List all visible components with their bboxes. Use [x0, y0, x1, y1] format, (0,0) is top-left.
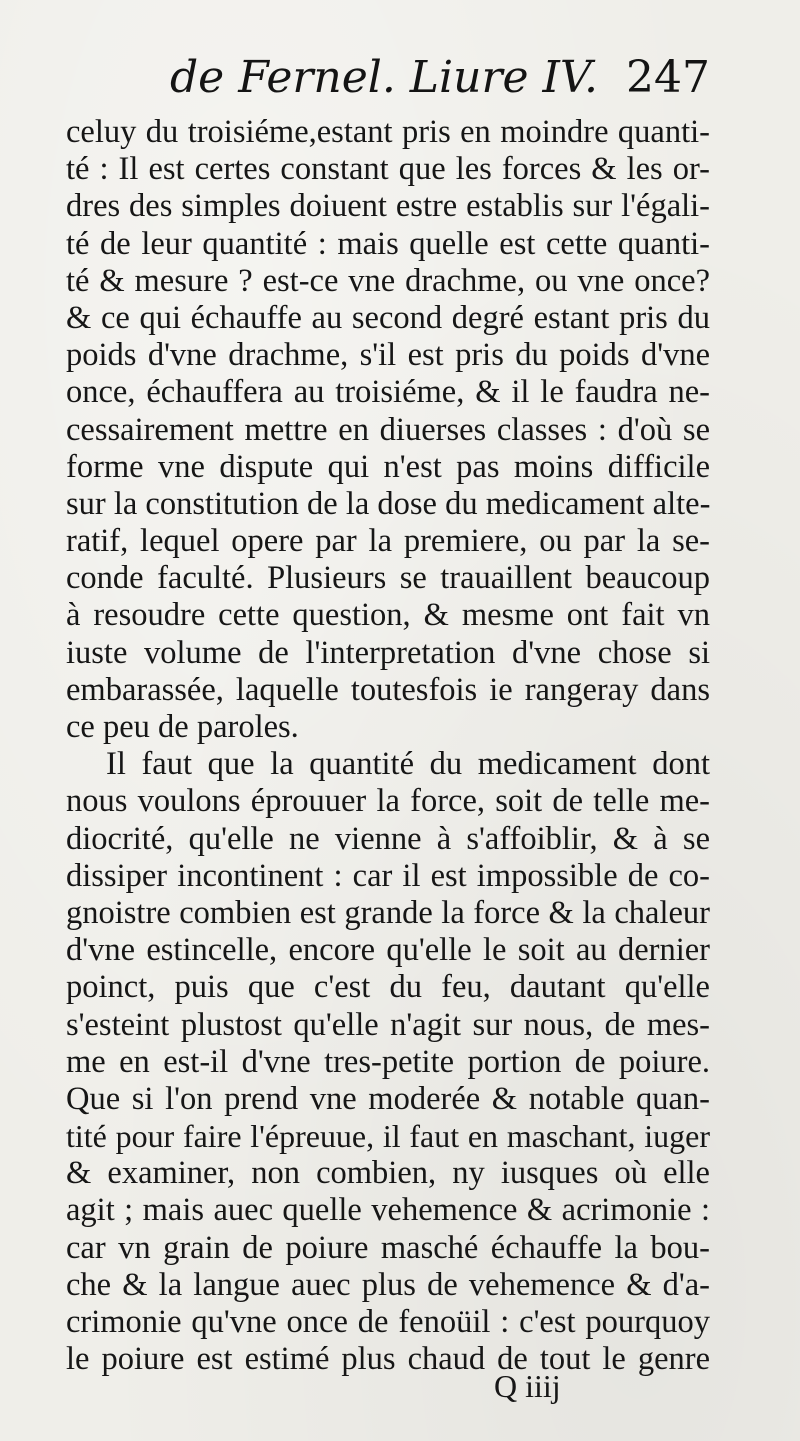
text-line: té : Il est certes constant que les forces & les or- — [66, 151, 710, 188]
text-line: poids d'vne drachme, s'il est pris du poids d'vne — [66, 337, 710, 374]
text-line: me en est-il d'vne tres-petite portion de poiure. — [66, 1043, 710, 1080]
text-line: tité pour faire l'épreuue, il faut en maschant, iuger — [66, 1119, 710, 1155]
text-line: à resoudre cette question, & mesme ont fait vn — [66, 597, 710, 634]
page-header — [170, 52, 710, 112]
text-line: crimonie qu'vne once de fenoüil : c'est pourquoy — [66, 1304, 710, 1340]
text-line: ratif, lequel opere par la premiere, ou par la se- — [66, 523, 710, 560]
signature-mark: Q iiij — [494, 1368, 561, 1404]
text-line: sur la constitution de la dose du medicament alte- — [66, 485, 711, 522]
text-line: forme vne dispute qui n'est pas moins difficile — [66, 448, 710, 485]
text-line: té & mesure ? est-ce vne drachme, ou vne once? — [66, 262, 710, 299]
text-line: & examiner, non combien, ny iusques où elle — [66, 1155, 710, 1192]
paragraph-2 — [66, 746, 710, 1378]
text-line: diocrité, qu'elle ne vienne à s'affoiblir, & à se — [66, 820, 710, 857]
text-line: Que si l'on prend vne moderée & notable quan- — [66, 1080, 710, 1117]
text-line: embarassée, laquelle toutesfois ie rangeray dans — [66, 671, 710, 708]
text-line: once, échauffera au troisiéme, & il le faudra ne- — [66, 374, 710, 411]
page-number: 247 — [626, 52, 710, 103]
text-line: té de leur quantité : mais quelle est cette quanti- — [66, 225, 710, 262]
text-line: & ce qui échauffe au second degré estant pris du — [66, 299, 710, 336]
text-line: cessairement mettre en diuerses classes : d'où se — [66, 411, 710, 448]
text-line: d'vne estincelle, encore qu'elle le soit au dernier — [66, 932, 710, 969]
text-line: le poiure est estimé plus chaud de tout le genre — [66, 1341, 710, 1378]
text-line: car vn grain de poiure masché échauffe la bou- — [66, 1229, 710, 1266]
text-line: dissiper incontinent : car il est impossible de co- — [66, 857, 710, 894]
text-line: celuy du troisiéme,estant pris en moindre quanti- — [66, 114, 710, 150]
text-line: poinct, puis que c'est du feu, dautant qu'elle — [66, 969, 710, 1006]
running-title: de Fernel. Liure IV. — [170, 52, 598, 103]
paragraph-1 — [66, 114, 710, 746]
text-line: conde faculté. Plusieurs se trauaillent beaucoup — [66, 560, 710, 597]
text-line: s'esteint plustost qu'elle n'agit sur nous, de mes- — [66, 1006, 710, 1043]
body-text — [66, 114, 710, 1378]
text-line: ce peu de paroles. — [66, 709, 299, 745]
text-line: dres des simples doiuent estre establis sur l'égali- — [66, 188, 710, 225]
text-line: Il faut que la quantité du medicament dont — [106, 746, 710, 783]
text-line: che & la langue auec plus de vehemence & d'a- — [66, 1266, 710, 1303]
text-line: iuste volume de l'interpretation d'vne chose si — [66, 634, 710, 671]
text-line: nous voulons éprouuer la force, soit de telle me- — [66, 783, 710, 820]
text-line: agit ; mais auec quelle vehemence & acrimonie : — [66, 1192, 710, 1229]
text-line: gnoistre combien est grande la force & la chaleur — [66, 894, 710, 931]
